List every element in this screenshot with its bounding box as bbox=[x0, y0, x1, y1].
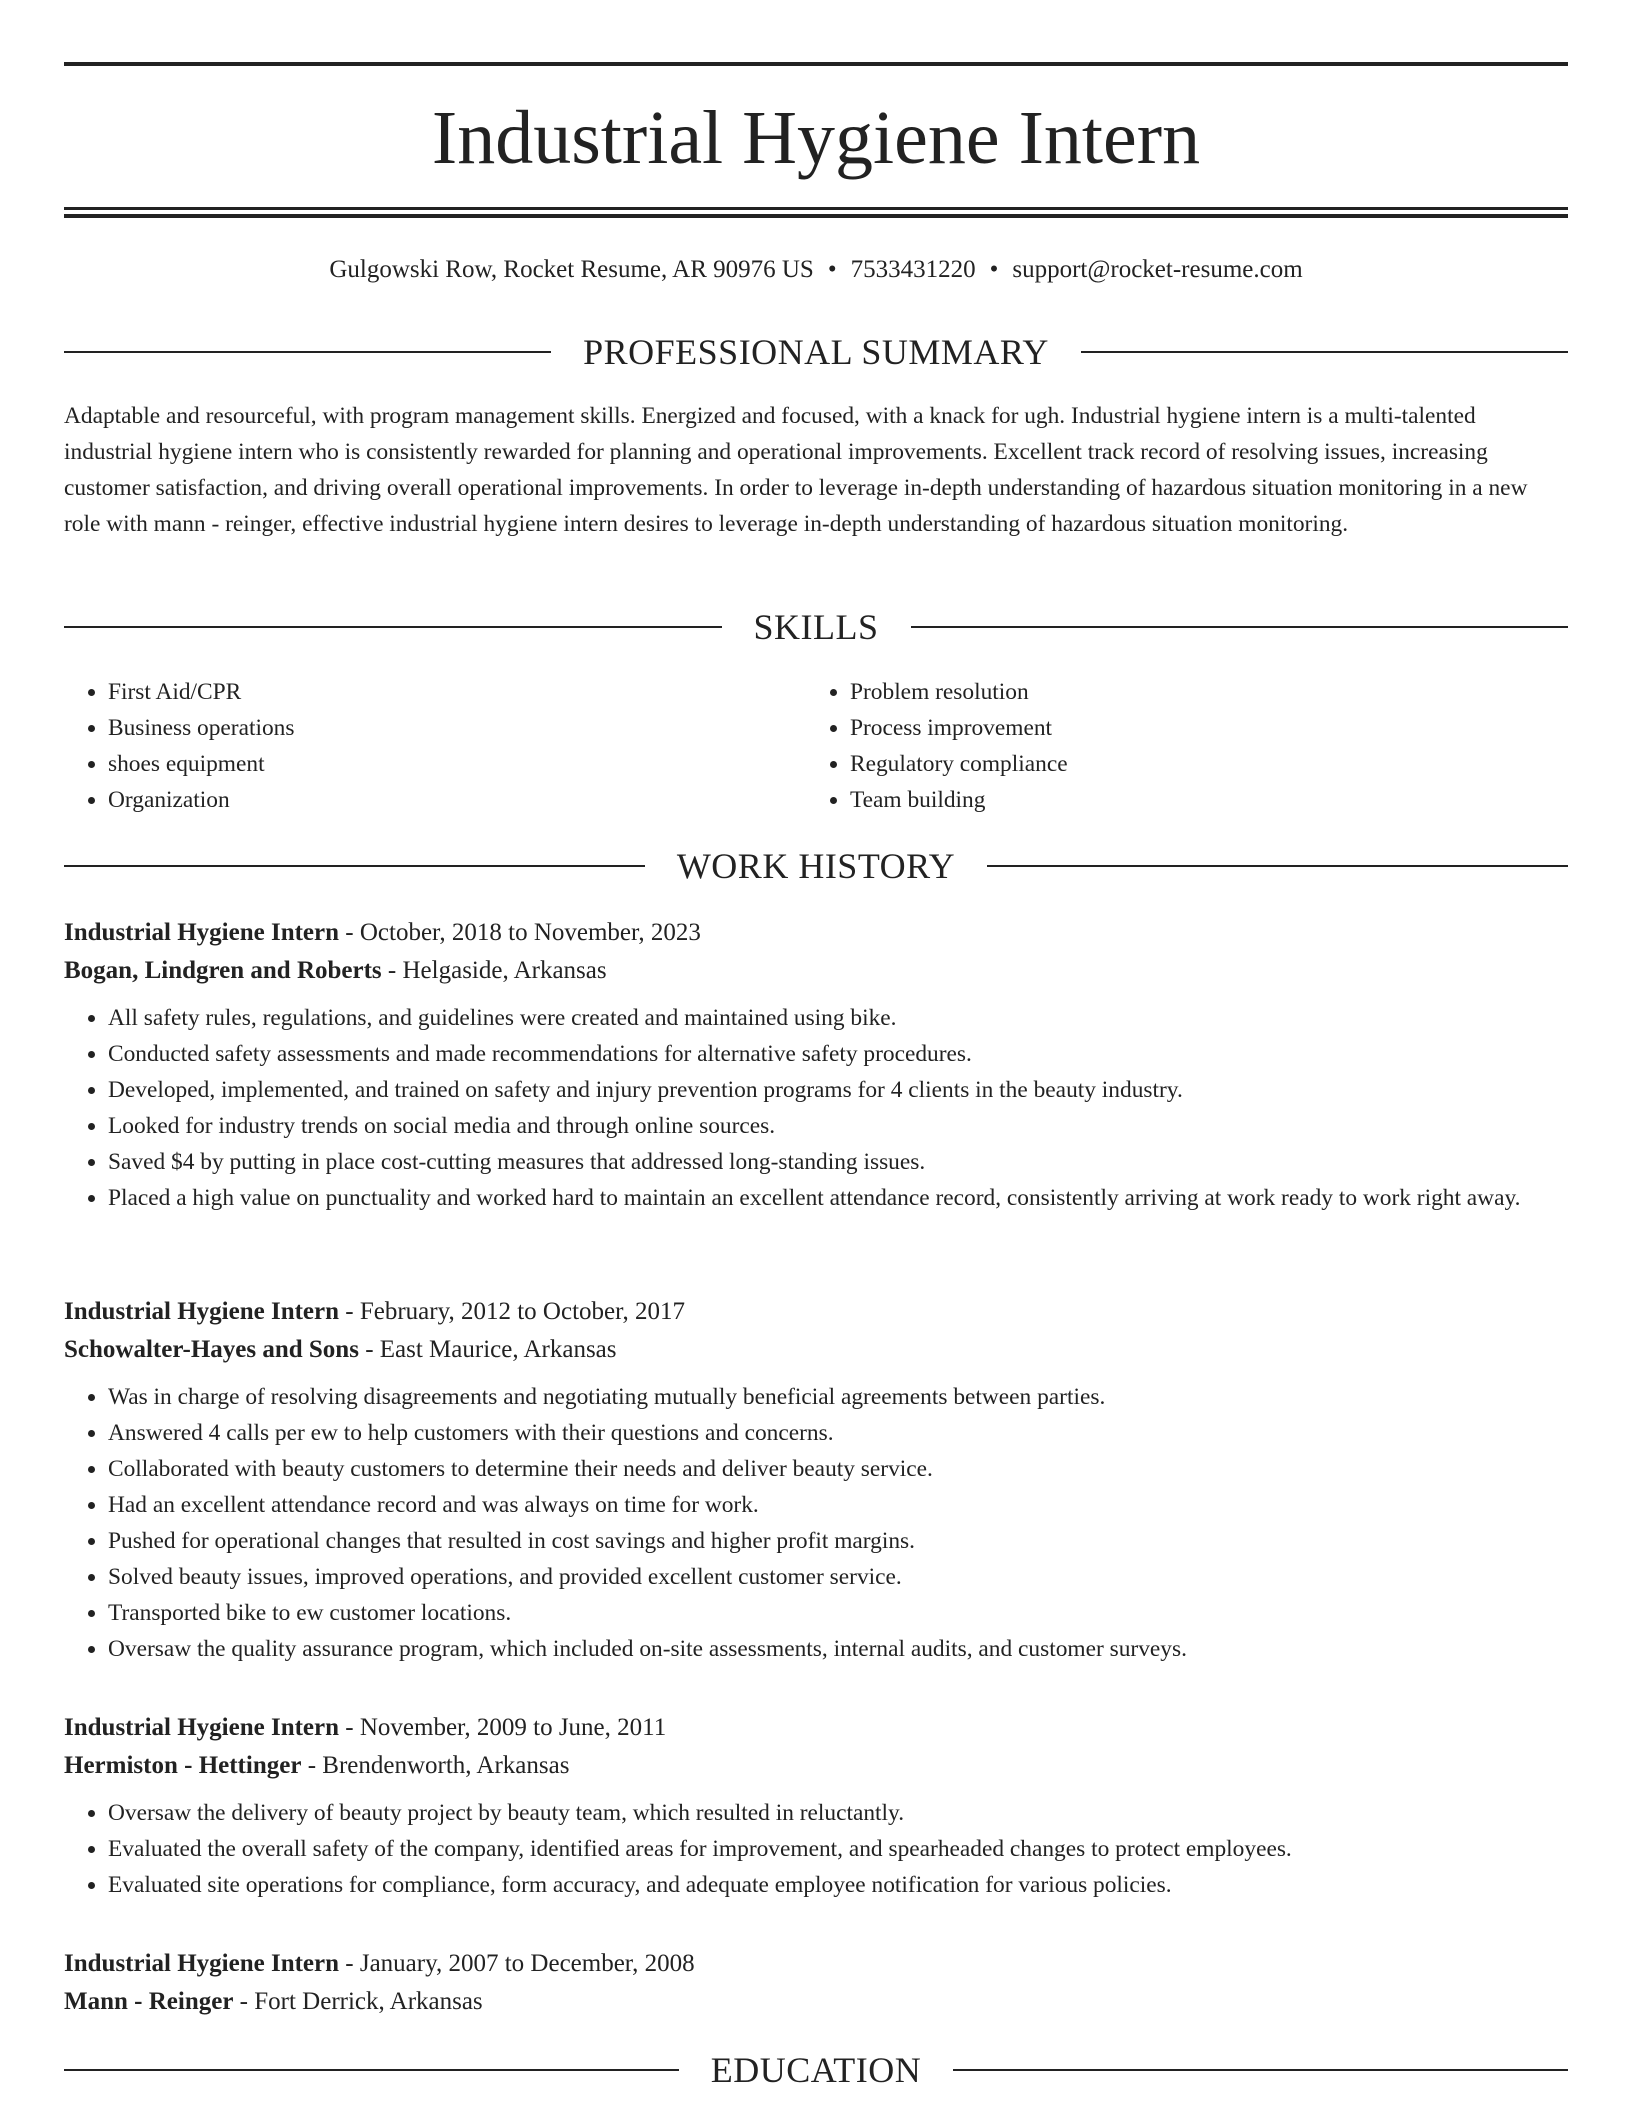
heading-rule bbox=[64, 2069, 679, 2071]
contact-line bbox=[64, 254, 1568, 286]
job-title-line bbox=[64, 1709, 1568, 1747]
skill-item: • Process improvement bbox=[850, 710, 1068, 746]
job-entry bbox=[64, 1293, 1568, 1667]
skill-item: • Regulatory compliance bbox=[850, 746, 1068, 782]
heading-rule bbox=[953, 2069, 1568, 2071]
title-double-rule bbox=[64, 207, 1568, 218]
summary-section-heading bbox=[64, 330, 1568, 374]
work-section-heading bbox=[64, 844, 1568, 888]
job-bullets bbox=[64, 1795, 1568, 1903]
job-dates: - October, 2018 to November, 2023 bbox=[339, 919, 701, 946]
job-bullet: • Evaluated site operations for compliance, form accuracy, and adequate employee notification for various policies. bbox=[108, 1867, 1568, 1903]
job-bullet: • Developed, implemented, and trained on safety and injury prevention programs for 4 clients in the beauty industry. bbox=[108, 1072, 1568, 1108]
resume-title: Industrial Hygiene Intern bbox=[431, 96, 1201, 180]
job-title-line bbox=[64, 914, 1568, 952]
job-company: Mann - Reinger bbox=[64, 1988, 234, 2015]
job-bullet: • Oversaw the quality assurance program, which included on-site assessments, internal audits, and customer surveys. bbox=[108, 1631, 1568, 1667]
heading-rule bbox=[1081, 351, 1568, 353]
job-title: Industrial Hygiene Intern bbox=[64, 1950, 340, 1977]
job-title: Industrial Hygiene Intern bbox=[64, 1298, 340, 1325]
job-company-line bbox=[64, 1747, 1568, 1785]
job-bullet: • Placed a high value on punctuality and worked hard to maintain an excellent attendance record, consistently arriving at work ready to work right away. bbox=[108, 1180, 1568, 1216]
skill-item: • Business operations bbox=[108, 710, 294, 746]
job-bullet: • Looked for industry trends on social media and through online sources. bbox=[108, 1108, 1568, 1144]
job-bullet: • Saved $4 by putting in place cost-cutting measures that addressed long-standing issues. bbox=[108, 1144, 1568, 1180]
heading-rule bbox=[911, 626, 1569, 628]
job-dates: - November, 2009 to June, 2011 bbox=[339, 1714, 667, 1741]
job-company: Bogan, Lindgren and Roberts bbox=[64, 957, 382, 984]
job-title-line bbox=[64, 1945, 1568, 1983]
job-company-line bbox=[64, 952, 1568, 990]
job-company: Hermiston - Hettinger bbox=[64, 1752, 302, 1779]
job-bullet: • Oversaw the delivery of beauty project by beauty team, which resulted in reluctantly. bbox=[108, 1795, 1568, 1831]
job-title: Industrial Hygiene Intern bbox=[64, 919, 340, 946]
skill-item: • shoes equipment bbox=[108, 746, 294, 782]
job-location: - Brendenworth, Arkansas bbox=[301, 1752, 570, 1779]
job-company-line bbox=[64, 1983, 1568, 2021]
contact-separator: • bbox=[827, 256, 837, 283]
job-entry bbox=[64, 914, 1568, 1216]
contact-address: Gulgowski Row, Rocket Resume, AR 90976 US bbox=[329, 256, 814, 283]
job-location: - Helgaside, Arkansas bbox=[381, 957, 607, 984]
skills-list-left bbox=[64, 674, 294, 818]
job-bullet: • Answered 4 calls per ew to help customers with their questions and concerns. bbox=[108, 1415, 1568, 1451]
job-title-line bbox=[64, 1293, 1568, 1331]
job-dates: - February, 2012 to October, 2017 bbox=[339, 1298, 685, 1325]
heading-rule bbox=[64, 351, 551, 353]
job-bullet: • Solved beauty issues, improved operations, and provided excellent customer service. bbox=[108, 1559, 1568, 1595]
education-heading-label: EDUCATION bbox=[710, 2050, 922, 2090]
job-location: - East Maurice, Arkansas bbox=[358, 1336, 617, 1363]
skills-heading-label: SKILLS bbox=[753, 607, 879, 647]
heading-rule bbox=[64, 626, 722, 628]
contact-phone[interactable]: 7533431220 bbox=[850, 256, 976, 283]
skill-item: • Organization bbox=[108, 782, 294, 818]
job-bullet: • Pushed for operational changes that resulted in cost savings and higher profit margins. bbox=[108, 1523, 1568, 1559]
job-entry bbox=[64, 1945, 1568, 2021]
job-company-line bbox=[64, 1331, 1568, 1369]
skills-section-heading bbox=[64, 605, 1568, 649]
contact-email[interactable]: support@rocket-resume.com bbox=[1012, 256, 1303, 283]
job-dates: - January, 2007 to December, 2008 bbox=[339, 1950, 695, 1977]
skill-item: • Problem resolution bbox=[850, 674, 1068, 710]
job-bullet: • All safety rules, regulations, and guidelines were created and maintained using bike. bbox=[108, 1000, 1568, 1036]
top-rule bbox=[64, 62, 1568, 66]
job-entry bbox=[64, 1709, 1568, 1903]
summary-heading-label: PROFESSIONAL SUMMARY bbox=[583, 332, 1049, 372]
job-title: Industrial Hygiene Intern bbox=[64, 1714, 340, 1741]
education-section-heading bbox=[64, 2048, 1568, 2092]
job-bullet: • Collaborated with beauty customers to determine their needs and deliver beauty service. bbox=[108, 1451, 1568, 1487]
heading-rule bbox=[64, 865, 645, 867]
job-bullets bbox=[64, 1379, 1568, 1667]
job-bullet: • Evaluated the overall safety of the company, identified areas for improvement, and spearheaded changes to protect employees. bbox=[108, 1831, 1568, 1867]
job-bullet: • Was in charge of resolving disagreements and negotiating mutually beneficial agreements between parties. bbox=[108, 1379, 1568, 1415]
summary-text: Adaptable and resourceful, with program management skills. Energized and focused, with a knack for ugh. Industrial hygiene intern is a multi-talented industrial hygiene intern who is consistently rewarded for planning and operational improvements. Excellent track record of resolving issues, increasing customer satisfaction, and driving overall operational improvements. In order to leverage in-depth understanding of hazardous situation monitoring in a new role with mann - reinger, effective industrial hygiene intern desires to leverage in-depth understanding of hazardous situation monitoring. bbox=[64, 403, 1528, 537]
skill-item: • First Aid/CPR bbox=[108, 674, 294, 710]
job-company: Schowalter-Hayes and Sons bbox=[64, 1336, 359, 1363]
job-bullets bbox=[64, 1000, 1568, 1216]
job-bullet: • Transported bike to ew customer locations. bbox=[108, 1595, 1568, 1631]
skill-item: • Team building bbox=[850, 782, 1068, 818]
job-location: - Fort Derrick, Arkansas bbox=[233, 1988, 483, 2015]
contact-separator: • bbox=[989, 256, 999, 283]
heading-rule bbox=[987, 865, 1568, 867]
skills-list-right bbox=[806, 674, 1068, 818]
work-heading-label: WORK HISTORY bbox=[676, 846, 956, 886]
job-bullet: • Had an excellent attendance record and was always on time for work. bbox=[108, 1487, 1568, 1523]
job-bullet: • Conducted safety assessments and made recommendations for alternative safety procedures. bbox=[108, 1036, 1568, 1072]
